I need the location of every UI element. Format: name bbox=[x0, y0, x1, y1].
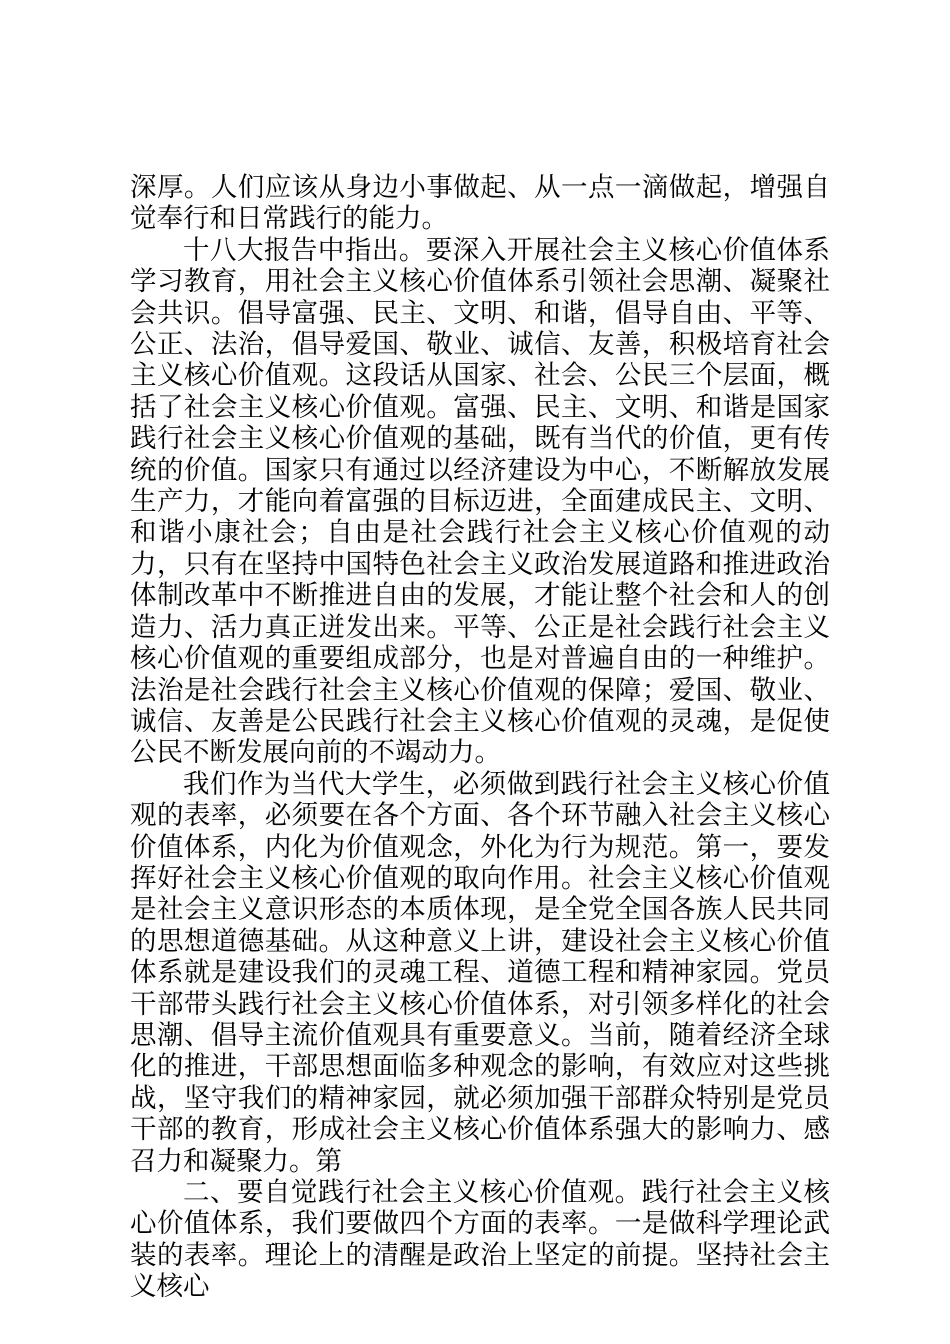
paragraph-2: 十八大报告中指出。要深入开展社会主义核心价值体系学习教育，用社会主义核心价值体系引领社会思潮、凝聚社会共识。倡导富强、民主、文明、和谐，倡导自由、平等、公正、法治，倡导爱国、敬业、诚信、友善，积极培育社会主义核心价值观。这段话从国家、社会、公民三个层面，概括了社会主义核心价值观。富强、民主、文明、和谐是国家践行社会主义核心价值观的基础，既有当代的价值，更有传统的价值。国家只有通过以经济建设为中心，不断解放发展生产力，才能向着富强的目标迈进，全面建成民主、文明、和谐小康社会；自由是社会践行社会主义核心价值观的动力，只有在坚持中国特色社会主义政治发展道路和推进政治体制改革中不断推进自由的发展，才能让整个社会和人的创造力、活力真正迸发出来。平等、公正是社会践行社会主义核心价值观的重要组成部分，也是对普遍自由的一种维护。法治是社会践行社会主义核心价值观的保障；爱国、敬业、诚信、友善是公民践行社会主义核心价值观的灵魂，是促使公民不断发展向前的不竭动力。 bbox=[130, 234, 830, 769]
paragraph-3: 我们作为当代大学生，必须做到践行社会主义核心价值观的表率，必须要在各个方面、各个环节融入社会主义核心价值体系，内化为价值观念，外化为行为规范。第一，要发挥好社会主义核心价值观的取向作用。社会主义核心价值观是社会主义意识形态的本质体现，是全党全国各族人民共同的思想道德基础。从这种意义上讲，建设社会主义核心价值体系就是建设我们的灵魂工程、道德工程和精神家园。党员干部带头践行社会主义核心价值体系，对引领多样化的社会思潮、倡导主流价值观具有重要意义。当前，随着经济全球化的推进，干部思想面临多种观念的影响，有效应对这些挑战，坚守我们的精神家园，就必须加强干部群众特别是党员干部的教育，形成社会主义核心价值体系强大的影响力、感召力和凝聚力。第 bbox=[130, 768, 830, 1177]
document-body bbox=[130, 172, 830, 1303]
paragraph-4: 二、要自觉践行社会主义核心价值观。践行社会主义核心价值体系，我们要做四个方面的表率。一是做科学理论武装的表率。理论上的清醒是政治上坚定的前提。坚持社会主义核心 bbox=[130, 1177, 830, 1303]
paragraph-1: 深厚。人们应该从身边小事做起、从一点一滴做起，增强自觉奉行和日常践行的能力。 bbox=[130, 172, 830, 235]
